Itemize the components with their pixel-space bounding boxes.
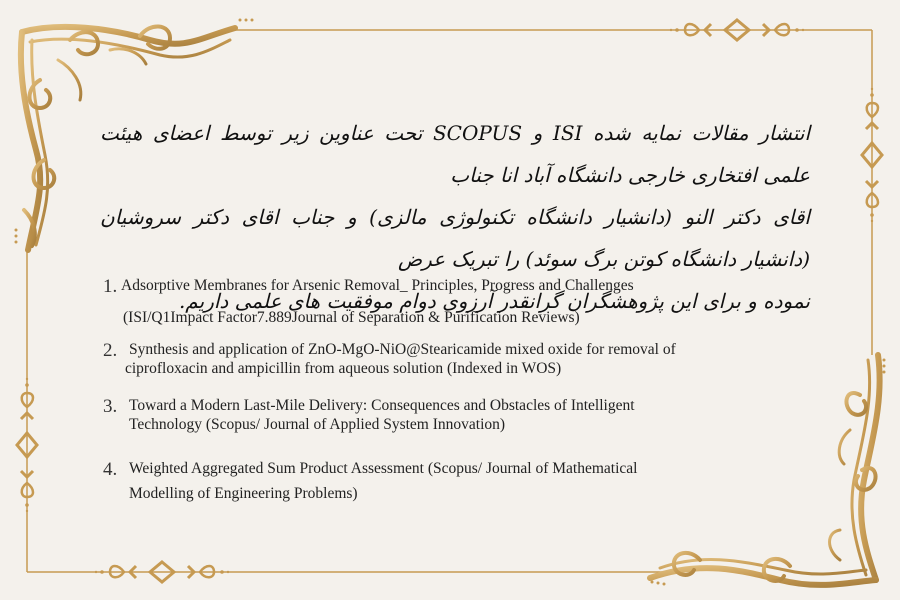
publication-title: Synthesis and application of ZnO-MgO-NiO@Stearicamide mixed oxide for removal of [129, 341, 676, 358]
publication-journal: Modelling of Engineering Problems) [129, 485, 358, 502]
announcement-line-1: انتشار مقالات نمایه شده ISI و SCOPUS تحت عناوین زیر توسط اعضای هیئت علمی افتخاری خارجی دانشگاه آباد انا جناب [100, 121, 811, 187]
publication-journal: ciprofloxacin and ampicillin from aqueous solution (Indexed in WOS) [125, 360, 562, 377]
publication-number: 3. [103, 396, 118, 417]
publication-title: Toward a Modern Last-Mile Delivery: Consequences and Obstacles of Intelligent [129, 397, 635, 414]
publication-number: 4. [103, 459, 118, 480]
announcement-line-2: اقای دکتر النو (دانشیار دانشگاه تکنولوژی مالزی) و جناب اقای دکتر سروشیان (دانشیار دانشگاه کوتن برگ سوئد) را تبریک عرض [100, 205, 810, 271]
announcement-line-3: نموده و برای این پژوهشگران گرانقدر آرزوی دوام موفقیت های علمی داریم. [178, 289, 810, 313]
publication-number: 2. [103, 340, 118, 361]
publication-title: Adsorptive Membranes for Arsenic Removal_ Principles, Progress and Challenges [121, 277, 634, 294]
publication-journal: Technology (Scopus/ Journal of Applied System Innovation) [129, 416, 506, 433]
publication-number: 1. [103, 276, 118, 297]
publication-title: Weighted Aggregated Sum Product Assessment (Scopus/ Journal of Mathematical [129, 460, 638, 477]
publication-journal: (ISI/Q1Impact Factor7.889Journal of Separation & Purification Reviews) [123, 309, 580, 326]
